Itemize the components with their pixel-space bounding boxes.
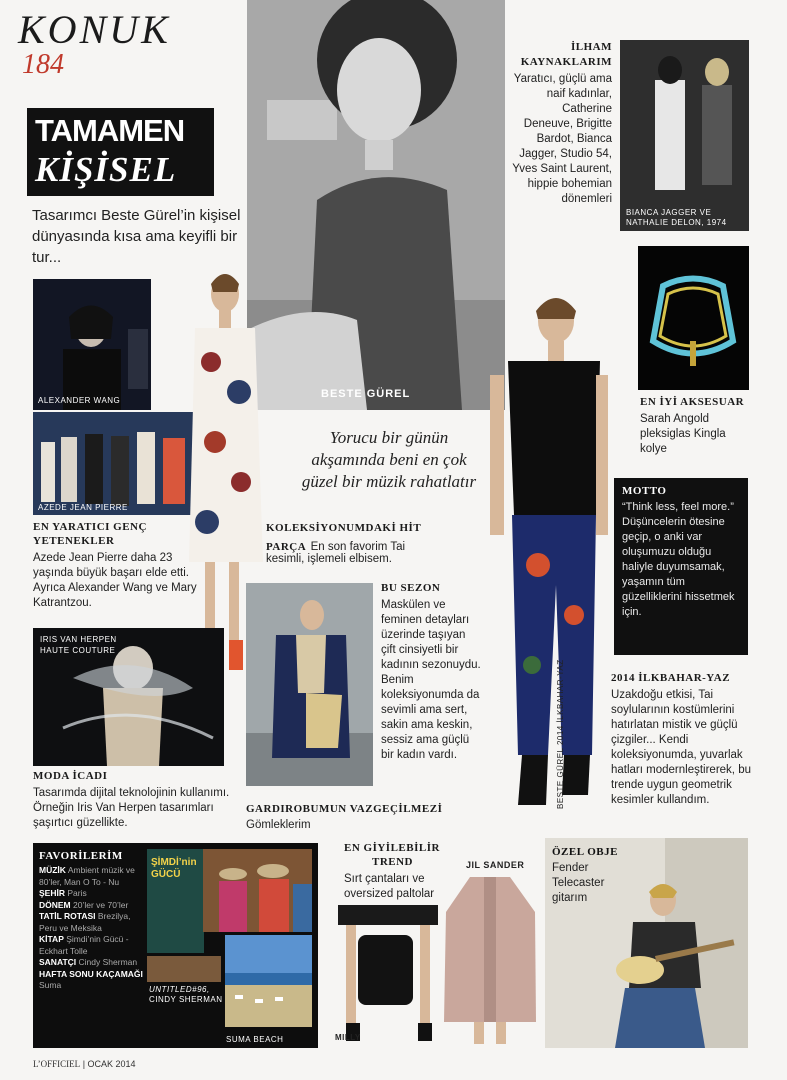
- trend-caption-right: JIL SANDER: [466, 860, 525, 870]
- backpack-photo: [328, 905, 450, 1045]
- accessory-title: EN İYİ AKSESUAR: [640, 396, 745, 408]
- necklace-photo: [638, 246, 749, 390]
- season-text: Maskülen ve feminen detayları üzerinde taşıyan çift cinsiyetli bir kadının sezonuydu. Benim koleksiyonumda da sevimli ama sert, sakin ama keskin, sessiz ama güçlü bir kadın vardı.: [381, 599, 481, 761]
- quote-line-3: güzel bir müzik rahatlatır: [301, 472, 477, 491]
- favorite-item: [39, 957, 145, 969]
- iris-caption-2: HAUTE COUTURE: [40, 646, 116, 655]
- sherman-caption-1: UNTITLED#96,: [149, 985, 210, 994]
- favorite-piece-text-2: kesimli, işlemeli elbisem.: [266, 553, 392, 565]
- favorite-item: [39, 934, 145, 957]
- favorite-value: Cindy Sherman: [78, 957, 138, 967]
- page-number: 184: [22, 49, 64, 80]
- title-line-2: KİŞİSEL: [35, 150, 177, 189]
- wardrobe-text: Gömleklerim: [246, 819, 311, 831]
- trend-title-2: TREND: [372, 856, 414, 868]
- title-block: [27, 108, 214, 196]
- footer: [33, 1059, 136, 1069]
- favorite-value: Suma: [39, 980, 62, 990]
- young-talent-title-1: EN YARATICI GENÇ: [33, 521, 147, 533]
- collection-model-photo: [478, 285, 610, 825]
- cindy-sherman-photo: [147, 956, 221, 982]
- favorite-label: DÖNEM: [39, 899, 71, 910]
- coat-model-photo: [246, 583, 373, 786]
- beach-caption: SUMA BEACH: [226, 1035, 284, 1044]
- season-title: BU SEZON: [381, 582, 441, 594]
- oversized-coat-photo: [440, 872, 540, 1047]
- favorites-list: [39, 865, 145, 992]
- favorite-piece-title-2: PARÇA: [266, 541, 307, 553]
- fashion-invention-text: Tasarımda dijital teknolojinin kullanımı. Örneğin Iris Van Herpen tasarımları şaşırtıcı güzellikte.: [33, 787, 230, 829]
- bianca-jagger-photo: [620, 40, 749, 231]
- sherman-caption-2: CINDY SHERMAN: [149, 995, 223, 1004]
- trend-text: Sırt çantaları ve oversized paltolar: [344, 873, 435, 900]
- spring-title: 2014 İLKBAHAR-YAZ: [611, 672, 731, 684]
- favorite-label: HAFTA SONU KAÇAMAĞI: [39, 968, 143, 979]
- favorite-item: [39, 888, 145, 900]
- favorites-box: [33, 843, 318, 1048]
- title-line-1: TAMAMEN: [35, 113, 185, 148]
- inspiration-text: Yaratıcı, güçlü ama naif kadınlar, Catherine Deneuve, Brigitte Bardot, Bianca Jagger, Studio 54, Yves Saint Laurent, hippie bohemian dönemleri: [512, 73, 612, 205]
- bianca-caption-2: NATHALIE DELON, 1974: [626, 218, 727, 227]
- special-object-text: Fender Telecaster gitarım: [552, 862, 605, 904]
- favorite-value: Ambient müzik ve 80’ler, Man O To - Nu: [39, 865, 135, 887]
- young-talent-text: Azede Jean Pierre daha 23 yaşında büyük başarı elde etti. Ayrıca Alexander Wang ve Mary Katrantzou.: [33, 552, 197, 609]
- accessory-text: Sarah Angold pleksiglas Kingla kolye: [640, 413, 726, 455]
- footer-divider: |: [82, 1059, 88, 1069]
- trend-caption-left: MILLY: [335, 1033, 361, 1042]
- bianca-caption-1: BIANCA JAGGER VE: [626, 208, 712, 217]
- favorite-label: TATİL ROTASI: [39, 911, 96, 921]
- young-talent-title-2: YETENEKLER: [33, 535, 115, 547]
- collection-photo-caption: BESTE GÜREL 2014 İLKBAHAR-YAZ: [556, 659, 565, 809]
- iris-van-herpen-photo: [33, 628, 224, 766]
- motto-box: [614, 478, 748, 655]
- book-cover: [147, 849, 204, 953]
- favorite-value: Şimdi’nin Gücü - Eckhart Tolle: [39, 934, 129, 956]
- favorite-value: 20’ler ve 70’ler: [73, 899, 129, 910]
- book-title-1: ŞİMDİ’nin: [151, 857, 197, 868]
- intro-text: Tasarımcı Beste Gürel’in kişisel dünyasında kısa ama keyifli bir tur...: [32, 207, 241, 266]
- favorite-value: Paris: [67, 888, 87, 898]
- favorite-piece-title-1: KOLEKSİYONUMDAKİ HİT: [266, 522, 422, 534]
- wardrobe-title: GARDIROBUMUN VAZGEÇİLMEZİ: [246, 803, 443, 815]
- favorite-label: KİTAP: [39, 934, 64, 944]
- favorite-label: ŞEHİR: [39, 888, 65, 898]
- motto-title: MOTTO: [622, 485, 667, 497]
- alexander-wang-photo: [33, 279, 151, 410]
- quote-line-2: akşamında beni en çok: [311, 450, 467, 469]
- favorite-piece-text-1: En son favorim Tai: [310, 541, 406, 553]
- inspiration-title: İLHAM KAYNAKLARIM: [520, 41, 612, 68]
- favorite-label: SANATÇI: [39, 957, 77, 967]
- favorites-title: FAVORİLERİM: [39, 850, 123, 862]
- trend-title-1: EN GİYİLEBİLİR: [344, 842, 440, 854]
- section-name: KONUK: [18, 7, 171, 52]
- book-title-2: GÜCÜ: [151, 869, 181, 880]
- beach-photo: [225, 935, 312, 1027]
- favorite-value: Brezilya, Peru ve Meksika: [39, 911, 131, 933]
- favorite-item: [39, 865, 145, 888]
- quote-line-1: Yorucu bir günün: [329, 428, 449, 447]
- motto-text: “Think less, feel more.” Düşüncelerin ötesine geçip, o anki var oluşumuzu olduğu haliyle duyumsamak, yaşamın tüm güzelliklerini hissetmek için.: [622, 501, 735, 618]
- footer-magazine: L’OFFICIEL: [33, 1059, 81, 1069]
- iris-caption-1: IRIS VAN HERPEN: [40, 635, 117, 644]
- special-object-title: ÖZEL OBJE: [552, 846, 618, 858]
- footer-issue: OCAK 2014: [87, 1059, 136, 1069]
- guitar-photo: [545, 838, 748, 1048]
- favorite-item: [39, 900, 145, 912]
- favorite-label: MÜZİK: [39, 865, 66, 875]
- hero-portrait-photo: [247, 0, 505, 410]
- spring-text: Uzakdoğu etkisi, Tai soylularının kostümlerini hatırlatan mistik ve güçlü çizgiler... Kendi koleksiyonumda, yuvarlak hatları modernleştirerek, bu trende uygun geometrik kesimler kullandım.: [611, 689, 751, 806]
- wang-caption: ALEXANDER WANG: [38, 396, 121, 405]
- favorite-item: [39, 911, 145, 934]
- peru-photo: [203, 849, 312, 932]
- hero-caption: BESTE GÜREL: [321, 388, 411, 400]
- fashion-invention-title: MODA İCADI: [33, 770, 108, 782]
- azede-caption: AZEDE JEAN PIERRE: [38, 503, 128, 512]
- favorite-item: [39, 969, 145, 992]
- azede-runway-photo: [33, 412, 193, 515]
